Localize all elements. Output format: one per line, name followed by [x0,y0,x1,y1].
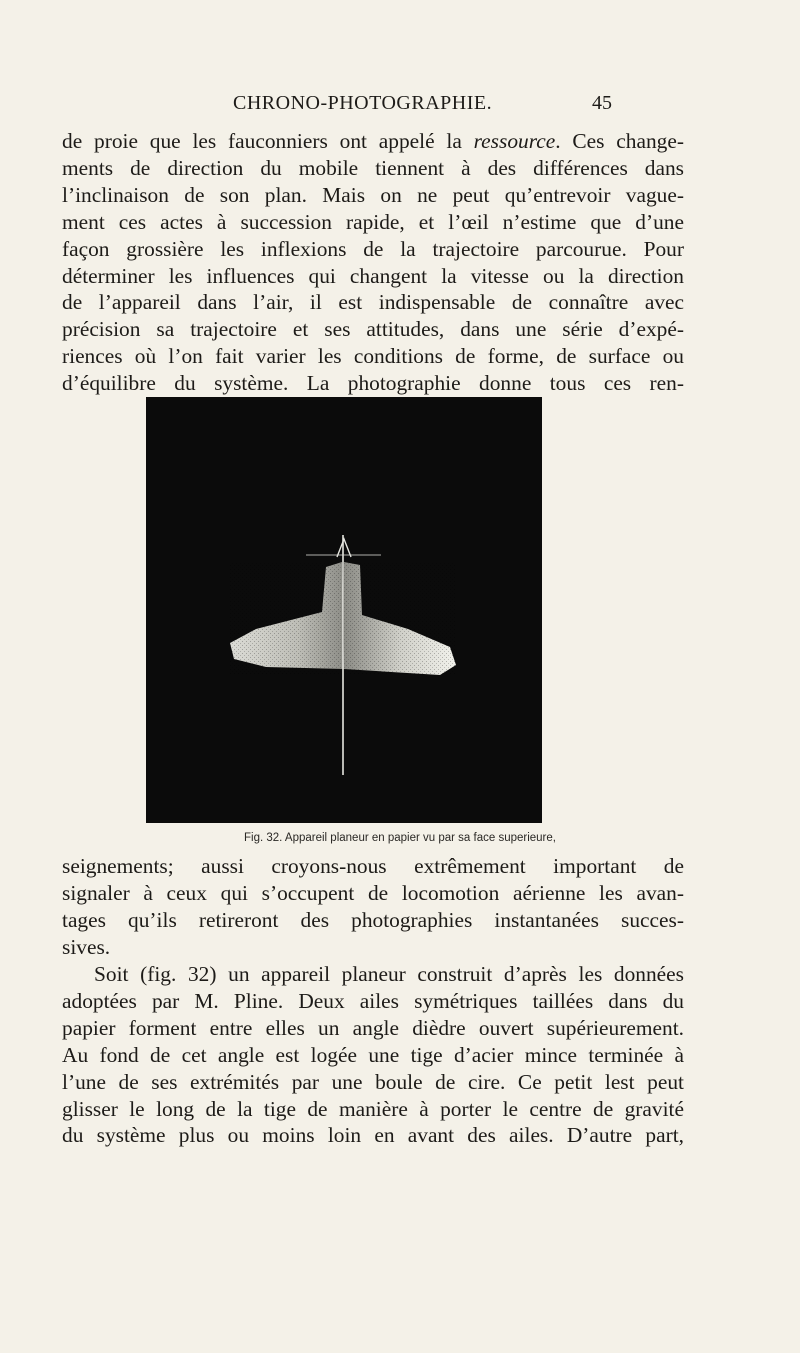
text-line: tages qu’ils retireront des photographies instantanées succes- [62,907,684,932]
text-line: précision sa trajectoire et ses attitudes, dans une série d’expé- [62,317,684,342]
text-line: du système plus ou moins loin en avant des ailes. D’autre part, [62,1123,684,1148]
page-header [0,88,800,118]
figure-caption: Fig. 32. Appareil planeur en papier vu par sa face superieure, [244,832,556,844]
text-line: ments de direction du mobile tiennent à des différences dans [62,155,684,180]
glider-photo [146,397,542,823]
text-line: papier forment entre elles un angle dièdre ouvert supérieurement. [62,1015,684,1040]
paragraph-2 [62,853,684,961]
text-line: glisser le long de la tige de manière à porter le centre de gravité [62,1096,684,1121]
page-number: 45 [592,92,612,114]
text-line: riences où l’on fait varier les conditions de forme, de surface ou [62,344,684,369]
text-line: de proie que les fauconniers ont appelé la ressource. Ces change- [62,129,684,153]
text-line: l’inclinaison de son plan. Mais on ne peut qu’entrevoir vague- [62,182,684,207]
paragraph-3 [62,961,684,1149]
text-line: Soit (fig. 32) un appareil planeur construit d’après les données [94,962,684,986]
text-line: seignements; aussi croyons-nous extrêmement important de [62,854,684,878]
paragraph-1 [62,128,684,397]
figure-photograph [146,397,542,823]
text-line: Au fond de cet angle est logée une tige d’acier mince terminée à [62,1042,684,1067]
text-line: adoptées par M. Pline. Deux ailes symétriques taillées dans du [62,988,684,1013]
text-line: ment ces actes à succession rapide, et l’œil n’estime que d’une [62,209,684,234]
text-line: d’équilibre du système. La photographie donne tous ces ren- [62,371,684,396]
text-line: de l’appareil dans l’air, il est indispensable de connaître avec [62,290,684,315]
text-line: sives. [62,934,111,959]
text-line: déterminer les influences qui changent la vitesse ou la direction [62,263,684,288]
text-line: signaler à ceux qui s’occupent de locomotion aérienne les avan- [62,880,684,905]
text-line: l’une de ses extrémités par une boule de cire. Ce petit lest peut [62,1069,684,1094]
running-head: CHRONO-PHOTOGRAPHIE. [233,92,493,114]
text-line: façon grossière les inflexions de la trajectoire parcourue. Pour [62,236,684,261]
italic-term: ressource [473,129,556,153]
